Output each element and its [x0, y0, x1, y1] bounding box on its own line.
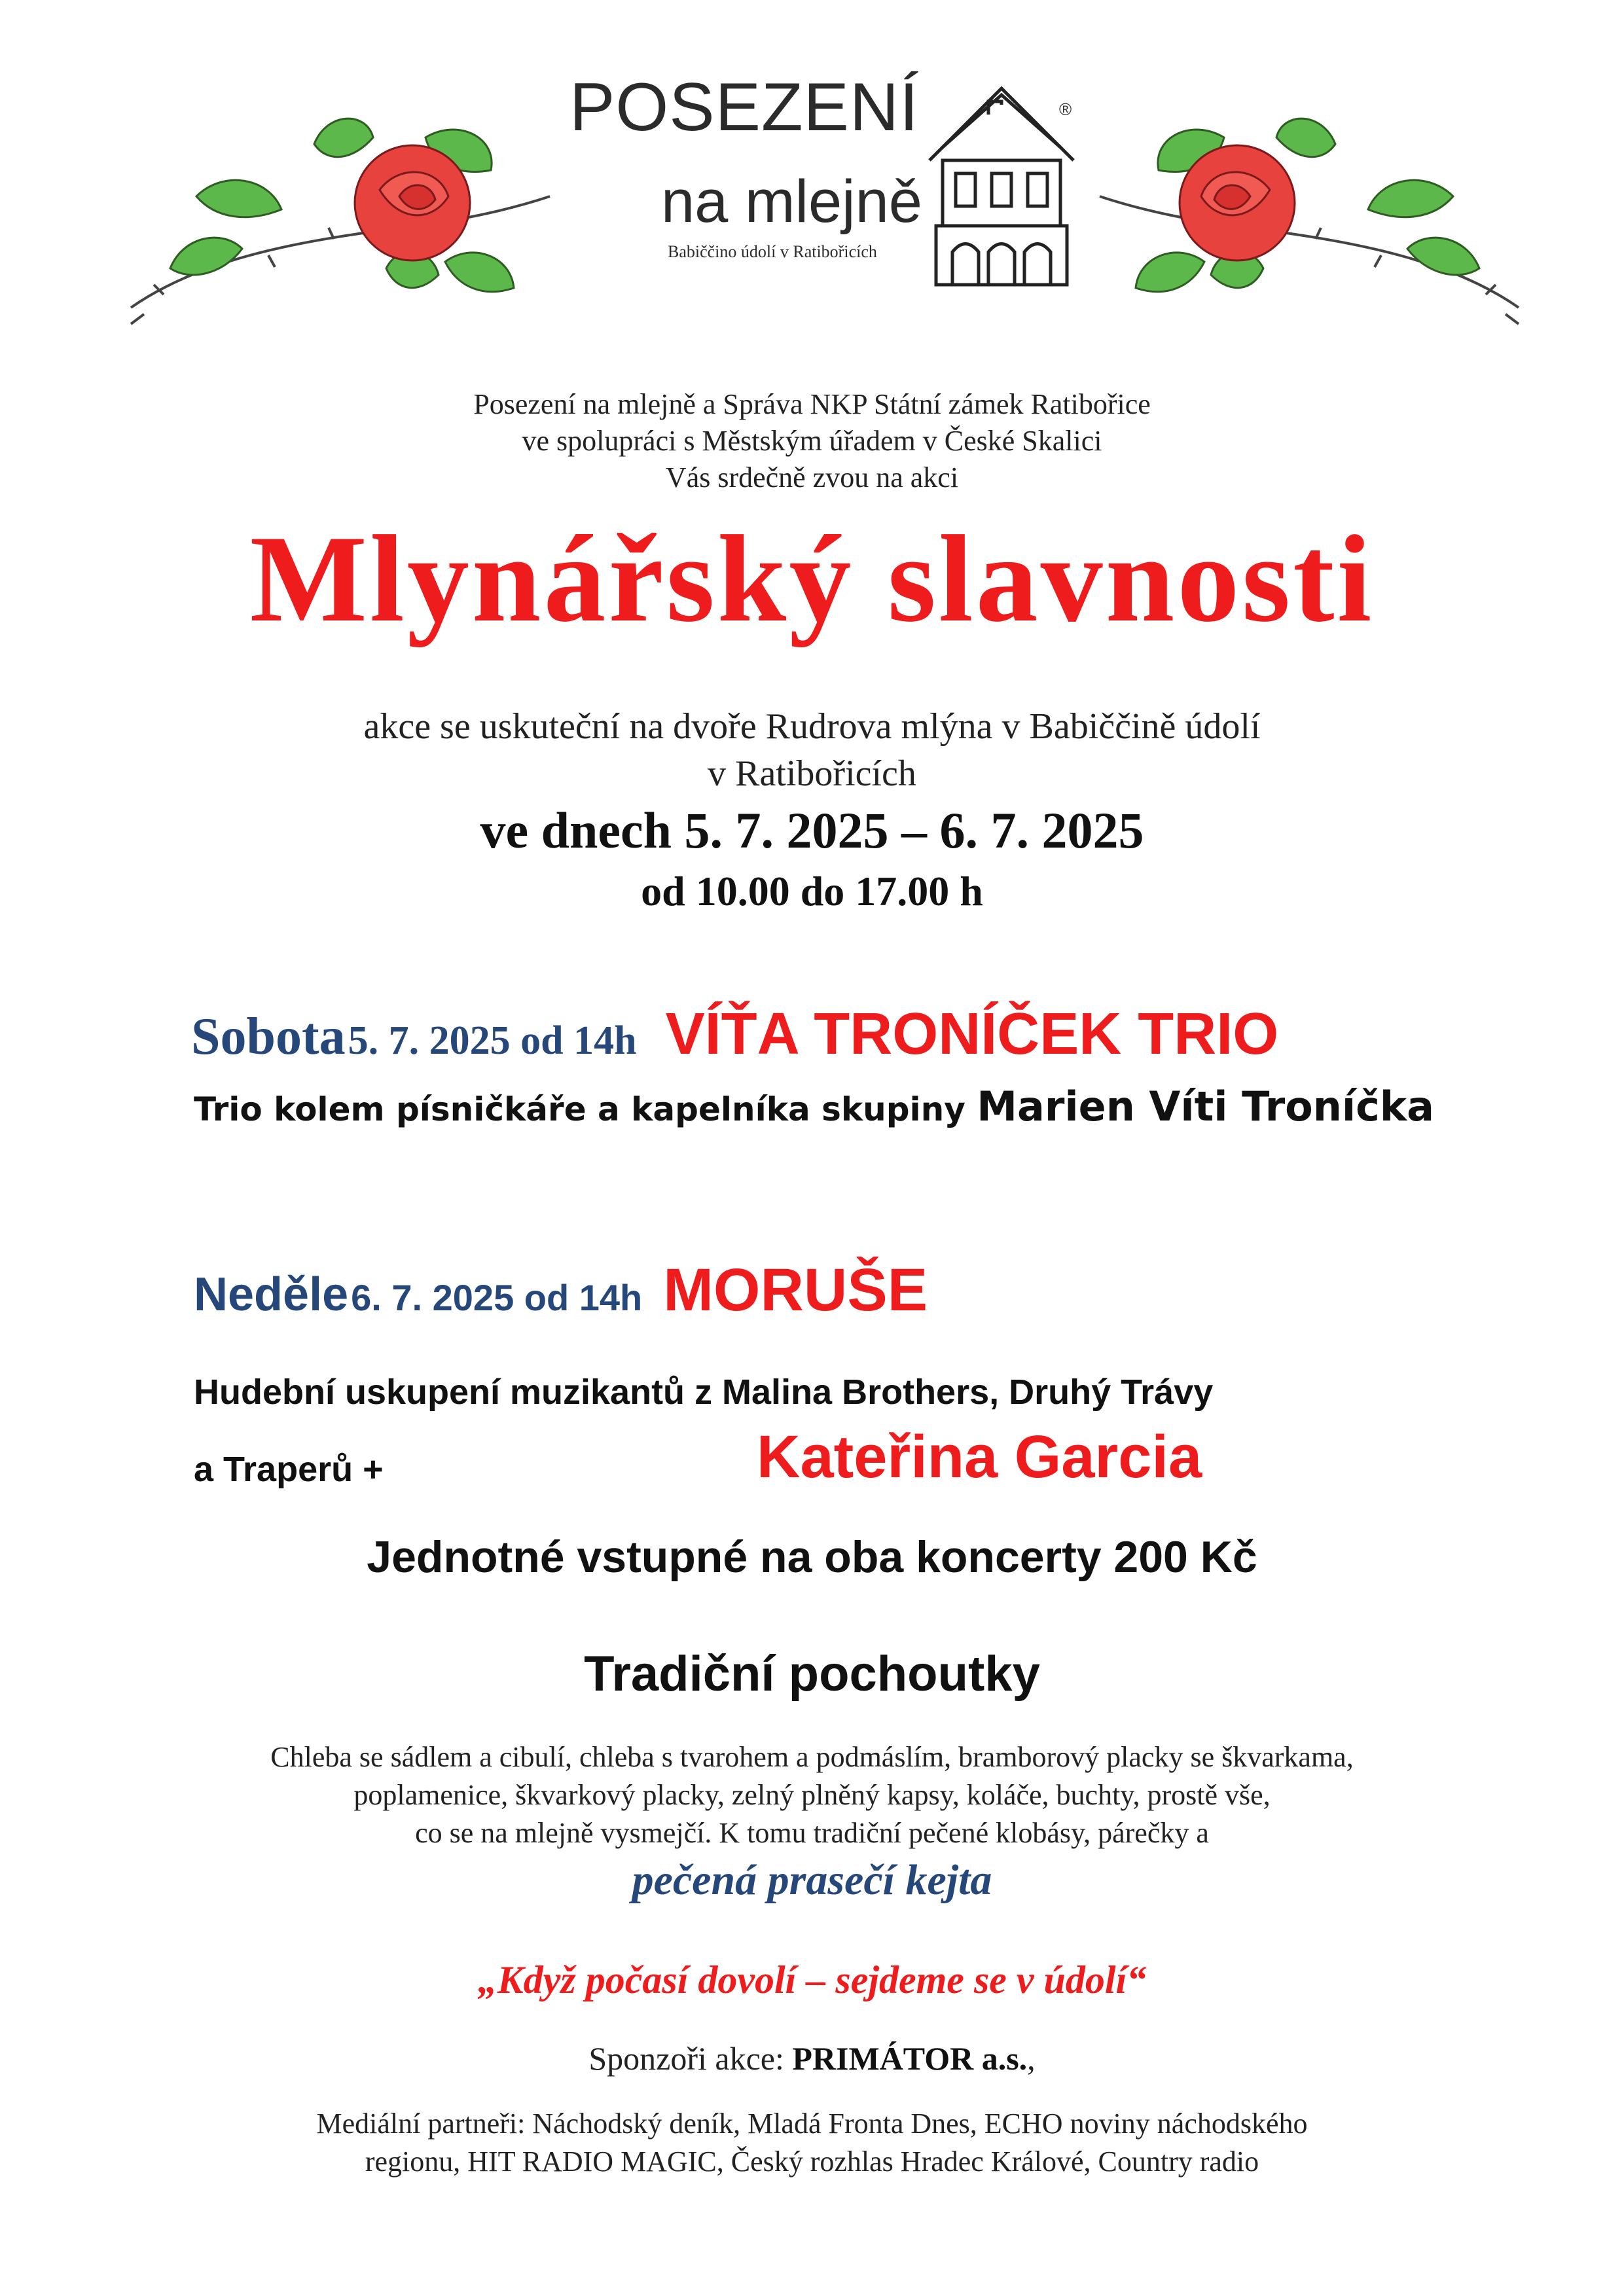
food-description [0, 1738, 1624, 1852]
sunday-desc-line-2: a Traperů + [194, 1450, 384, 1489]
intro-line-1: Posezení na mlejně a Správa NKP Státní zámek Ratibořice [473, 388, 1151, 420]
entry-fee: Jednotné vstupné na oba koncerty 200 Kč [367, 1532, 1257, 1582]
event-dates: ve dnech 5. 7. 2025 – 6. 7. 2025 [480, 802, 1144, 859]
sunday-heading [194, 1257, 928, 1323]
intro-line-3: Vás srdečně zvou na akci [665, 461, 959, 493]
event-place-line-2: v Ratibořicích [708, 753, 916, 794]
saturday-band: VÍŤA TRONÍČEK TRIO [665, 1001, 1279, 1067]
logo-title: POSEZENÍ [569, 69, 919, 145]
event-place-line-1: akce se uskuteční na dvoře Rudrova mlýna v Babiččině údolí [363, 706, 1261, 747]
motto-quote: „Když počasí dovolí – sejdeme se v údolí“ [477, 1958, 1147, 2001]
saturday-desc-text: Trio kolem písničkáře a kapelníka skupiny [194, 1090, 965, 1128]
food-special: pečená prasečí kejta [632, 1856, 992, 1904]
rose-branch-left-icon [118, 98, 563, 334]
rose-branch-right-icon [1087, 98, 1532, 334]
sunday-date: 6. 7. 2025 od 14h [351, 1277, 643, 1318]
media-line-2: regionu, HIT RADIO MAGIC, Český rozhlas Hradec Králové, Country radio [365, 2145, 1259, 2178]
saturday-heading [191, 1001, 1279, 1067]
media-partners [0, 2105, 1624, 2181]
sponsor-line [0, 2042, 1624, 2075]
intro-line-2: ve spolupráci s Městským úřadem v České Skalici [522, 425, 1102, 457]
sponsor-name: PRIMÁTOR a.s. [792, 2040, 1028, 2077]
saturday-description [194, 1083, 1434, 1130]
food-line-2: poplamenice, škvarkový placky, zelný plněný kapsy, koláče, buchty, prostě vše, [353, 1779, 1271, 1811]
event-place [0, 703, 1624, 797]
sunday-band: MORUŠE [663, 1257, 928, 1323]
logo-tagline: Babiččino údolí v Ratibořicích [668, 242, 877, 261]
sponsor-suffix: , [1027, 2040, 1036, 2077]
food-heading: Tradiční pochoutky [584, 1646, 1040, 1702]
sunday-day: Neděle [194, 1268, 349, 1321]
event-hours: od 10.00 do 17.00 h [641, 868, 983, 914]
logo-subtitle: na mlejně [661, 168, 922, 235]
event-title: Mlynářský slavnosti [249, 511, 1375, 648]
intro-block [0, 386, 1624, 496]
sponsor-label: Sponzoři akce: [588, 2040, 784, 2077]
sunday-guest: Kateřina Garcia [757, 1424, 1202, 1490]
saturday-day: Sobota [191, 1008, 346, 1066]
food-line-1: Chleba se sádlem a cibulí, chleba s tvarohem a podmáslím, bramborový placky se škvarkama, [270, 1741, 1354, 1773]
food-line-3: co se na mlejně vysmejčí. K tomu tradiční pečené klobásy, párečky a [415, 1817, 1209, 1849]
media-line-1: Mediální partneři: Náchodský deník, Mladá Fronta Dnes, ECHO noviny náchodského [316, 2108, 1308, 2140]
saturday-desc-names: Marien Víti Troníčka [977, 1083, 1434, 1130]
sunday-desc-line-1: Hudební uskupení muzikantů z Malina Brothers, Druhý Trávy [194, 1372, 1214, 1412]
mill-house-icon [916, 75, 1087, 291]
registered-mark: ® [1059, 99, 1072, 119]
saturday-date: 5. 7. 2025 od 14h [348, 1018, 637, 1063]
